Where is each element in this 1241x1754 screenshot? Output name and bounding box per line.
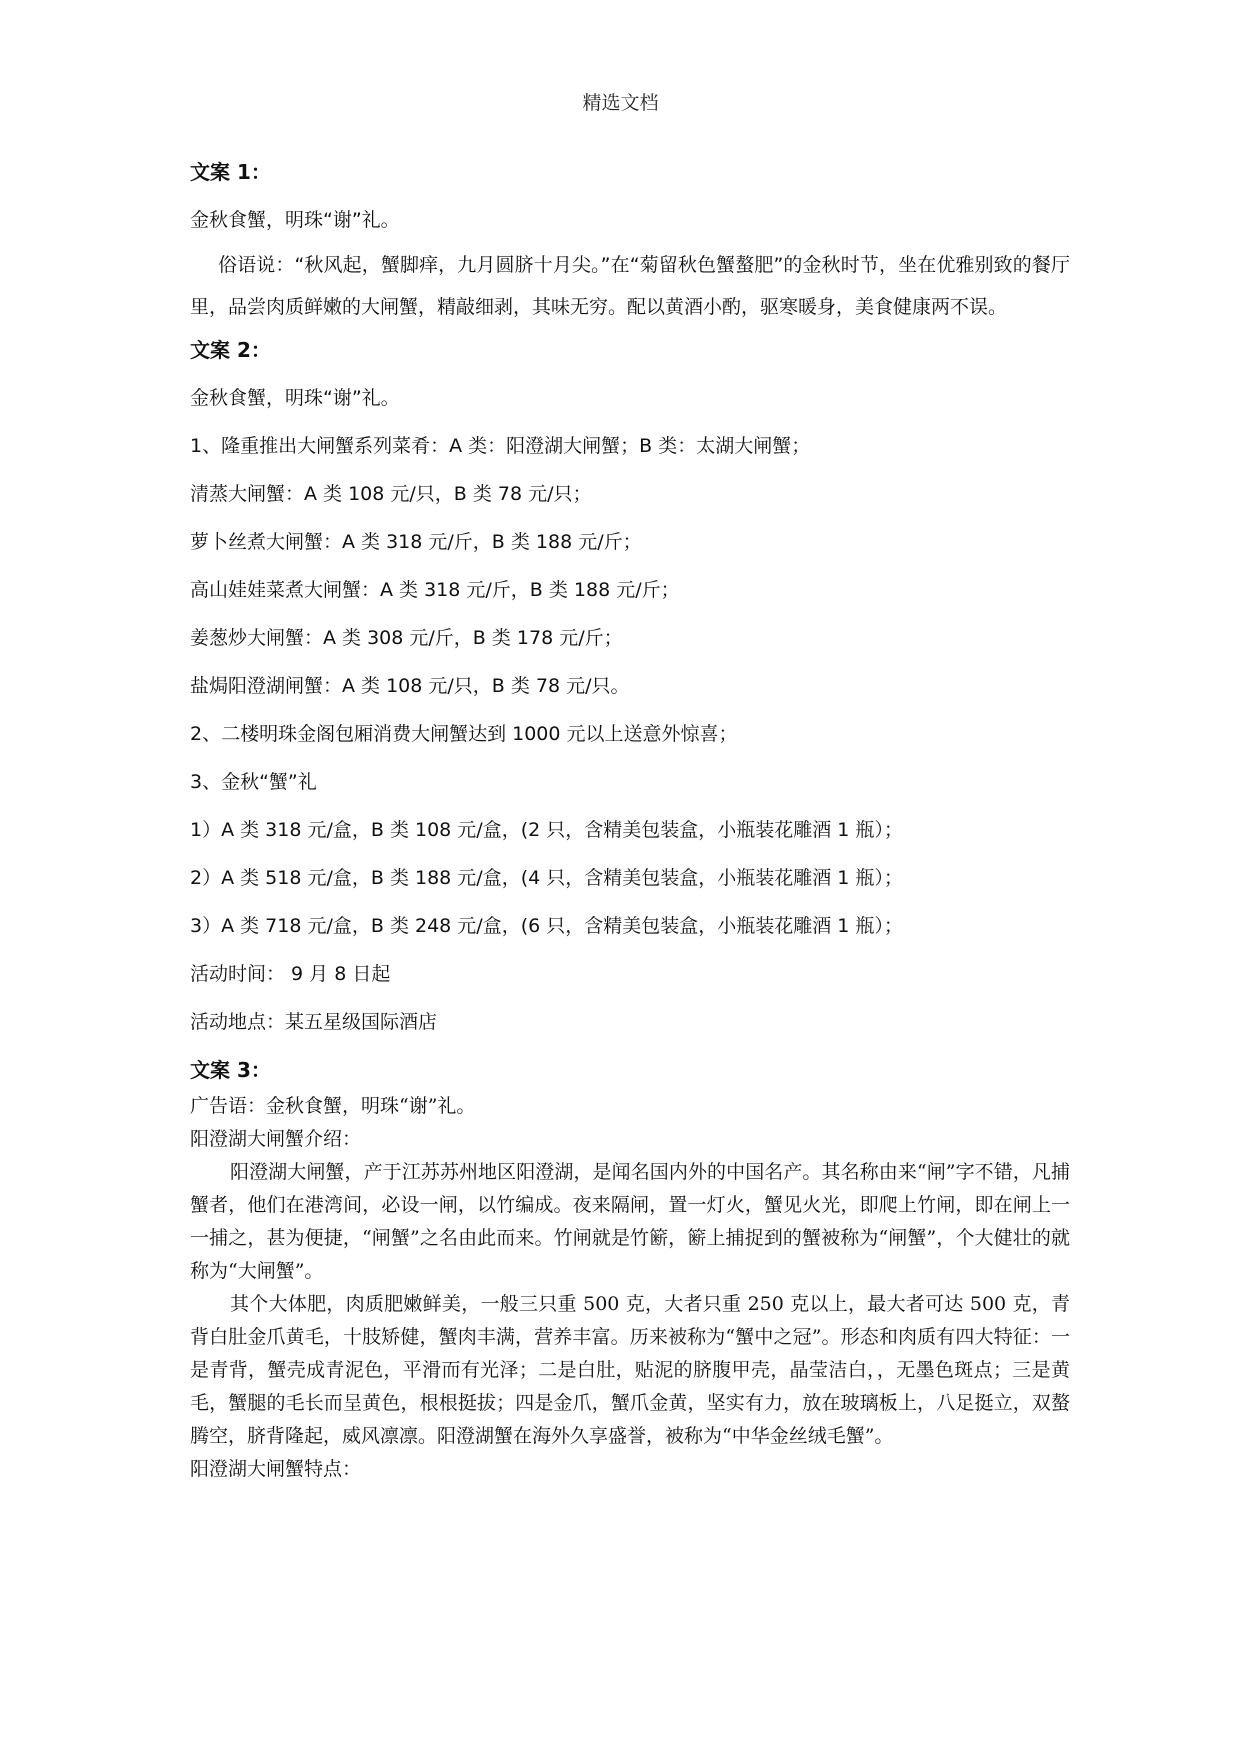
section2-heading: 文案 2：	[190, 338, 271, 362]
section1-slogan: 金秋食蟹，明珠“谢”礼。	[190, 209, 400, 231]
section3-heading: 文案 3：	[190, 1058, 271, 1082]
section2-slogan: 金秋食蟹，明珠“谢”礼。	[190, 387, 400, 409]
page-header: 精选文档	[582, 92, 659, 114]
activity-time: 活动时间： 9 月 8 日起	[190, 963, 391, 985]
section2-item1: 1、隆重推出大闸蟹系列菜肴：A 类：阳澄湖大闸蟹；B 类：太湖大闸蟹；	[190, 435, 811, 457]
dish-line: 清蒸大闸蟹：A 类 108 元/只，B 类 78 元/只；	[190, 483, 592, 505]
gift-line: 2）A 类 518 元/盒，B 类 188 元/盒，(4 只，含精美包装盒，小瓶装花雕酒 1 瓶）；	[190, 867, 903, 889]
section1-paragraph: 俗语说：“秋风起，蟹脚痒，九月圆脐十月尖。”在“菊留秋色蟹螯肥”的金秋时节，坐在优雅别致的餐厅里，品尝肉质鲜嫩的大闸蟹，精敲细剥，其味无穷。配以黄酒小酌，驱寒暖身，美食健康两不误。	[190, 254, 1070, 318]
intro-paragraph-2: 其个大体肥，肉质肥嫩鲜美，一般三只重 500 克，大者只重 250 克以上，最大者可达 500 克，青背白肚金爪黄毛，十肢矫健，蟹肉丰满，营养丰富。历来被称为“蟹中之冠”。形态和肉质有四大特征：一是青背，蟹壳成青泥色，平滑而有光泽；二是白肚，贴泥的脐腹甲壳，晶莹洁白，，无墨色斑点；三是黄毛，蟹腿的毛长而呈黄色，根根挺拔；四是金爪，蟹爪金黄，坚实有力，放在玻璃板上，八足挺立，双螯腾空，脐背隆起，威风凛凛。阳澄湖蟹在海外久享盛誉，被称为“中华金丝绒毛蟹”。	[190, 1293, 1070, 1447]
dish-line: 盐焗阳澄湖闸蟹：A 类 108 元/只，B 类 78 元/只。	[190, 675, 630, 697]
section2-item2: 2、二楼明珠金阁包厢消费大闸蟹达到 1000 元以上送意外惊喜；	[190, 723, 738, 745]
dish-line: 萝卜丝煮大闸蟹：A 类 318 元/斤，B 类 188 元/斤；	[190, 531, 642, 553]
section2-item3: 3、金秋“蟹”礼	[190, 771, 317, 793]
dish-line: 姜葱炒大闸蟹：A 类 308 元/斤，B 类 178 元/斤；	[190, 627, 623, 649]
dish-line: 高山娃娃菜煮大闸蟹：A 类 318 元/斤，B 类 188 元/斤；	[190, 579, 680, 601]
features-title: 阳澄湖大闸蟹特点：	[190, 1458, 362, 1480]
gift-line: 1）A 类 318 元/盒，B 类 108 元/盒，(2 只，含精美包装盒，小瓶装花雕酒 1 瓶）；	[190, 819, 903, 841]
activity-place: 活动地点：某五星级国际酒店	[190, 1011, 438, 1033]
intro-paragraph-1: 阳澄湖大闸蟹，产于江苏苏州地区阳澄湖，是闻名国内外的中国名产。其名称由来“闸”字不错，凡捕蟹者，他们在港湾间，必设一闸，以竹编成。夜来隔闸，置一灯火，蟹见火光，即爬上竹闸，即在闸上一一捕之，甚为便捷，“闸蟹”之名由此而来。竹闸就是竹簖，簖上捕捉到的蟹被称为“闸蟹”，个大健壮的就称为“大闸蟹”。	[190, 1161, 1070, 1282]
document-body	[190, 158, 1070, 1486]
gift-line: 3）A 类 718 元/盒，B 类 248 元/盒，(6 只，含精美包装盒，小瓶装花雕酒 1 瓶）；	[190, 915, 903, 937]
intro-title: 阳澄湖大闸蟹介绍：	[190, 1128, 362, 1150]
section1-heading: 文案 1：	[190, 160, 271, 184]
section3-ad: 广告语：金秋食蟹，明珠“谢”礼。	[190, 1095, 476, 1117]
